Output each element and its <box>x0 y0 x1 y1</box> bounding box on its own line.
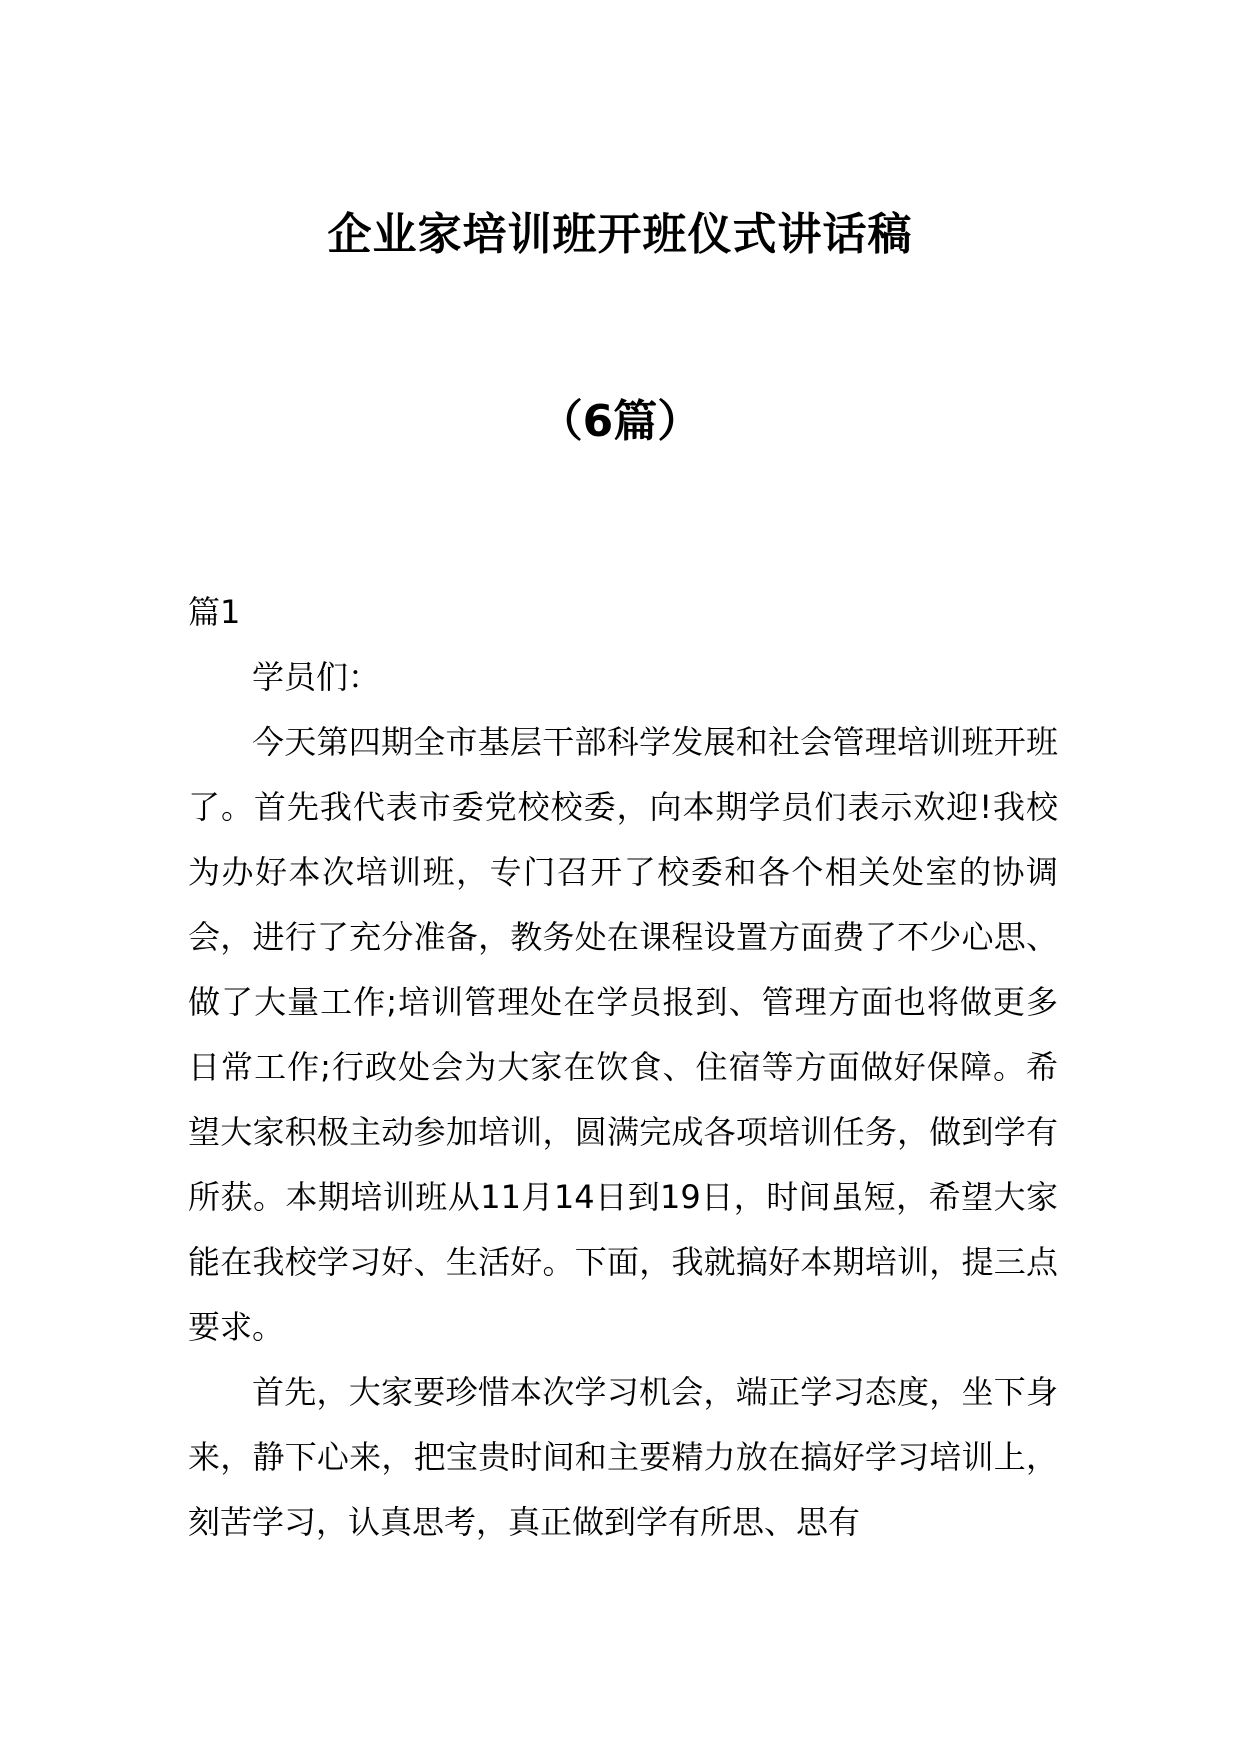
document-title: 企业家培训班开班仪式讲话稿 <box>327 209 913 260</box>
document-body <box>188 580 1058 1555</box>
section-label: 篇1 <box>188 593 241 631</box>
salutation-paragraph: 学员们： <box>252 658 381 696</box>
body-paragraph-2: 首先，大家要珍惜本次学习机会，端正学习态度，坐下身来，静下心来，把宝贵时间和主要精力放在搞好学习培训上，刻苦学习，认真思考，真正做到学有所思、思有 <box>188 1373 1058 1541</box>
document-subtitle: （6篇） <box>538 396 702 447</box>
body-paragraph-1: 今天第四期全市基层干部科学发展和社会管理培训班开班了。首先我代表市委党校校委，向本期学员们表示欢迎!我校为办好本次培训班，专门召开了校委和各个相关处室的协调会，进行了充分准备，教务处在课程设置方面费了不少心思、做了大量工作;培训管理处在学员报到、管理方面也将做更多日常工作;行政处会为大家在饮食、住宿等方面做好保障。希望大家积极主动参加培训，圆满完成各项培训任务，做到学有所获。本期培训班从11月14日到19日，时间虽短，希望大家能在我校学习好、生活好。下面，我就搞好本期培训，提三点要求。 <box>188 723 1058 1346</box>
